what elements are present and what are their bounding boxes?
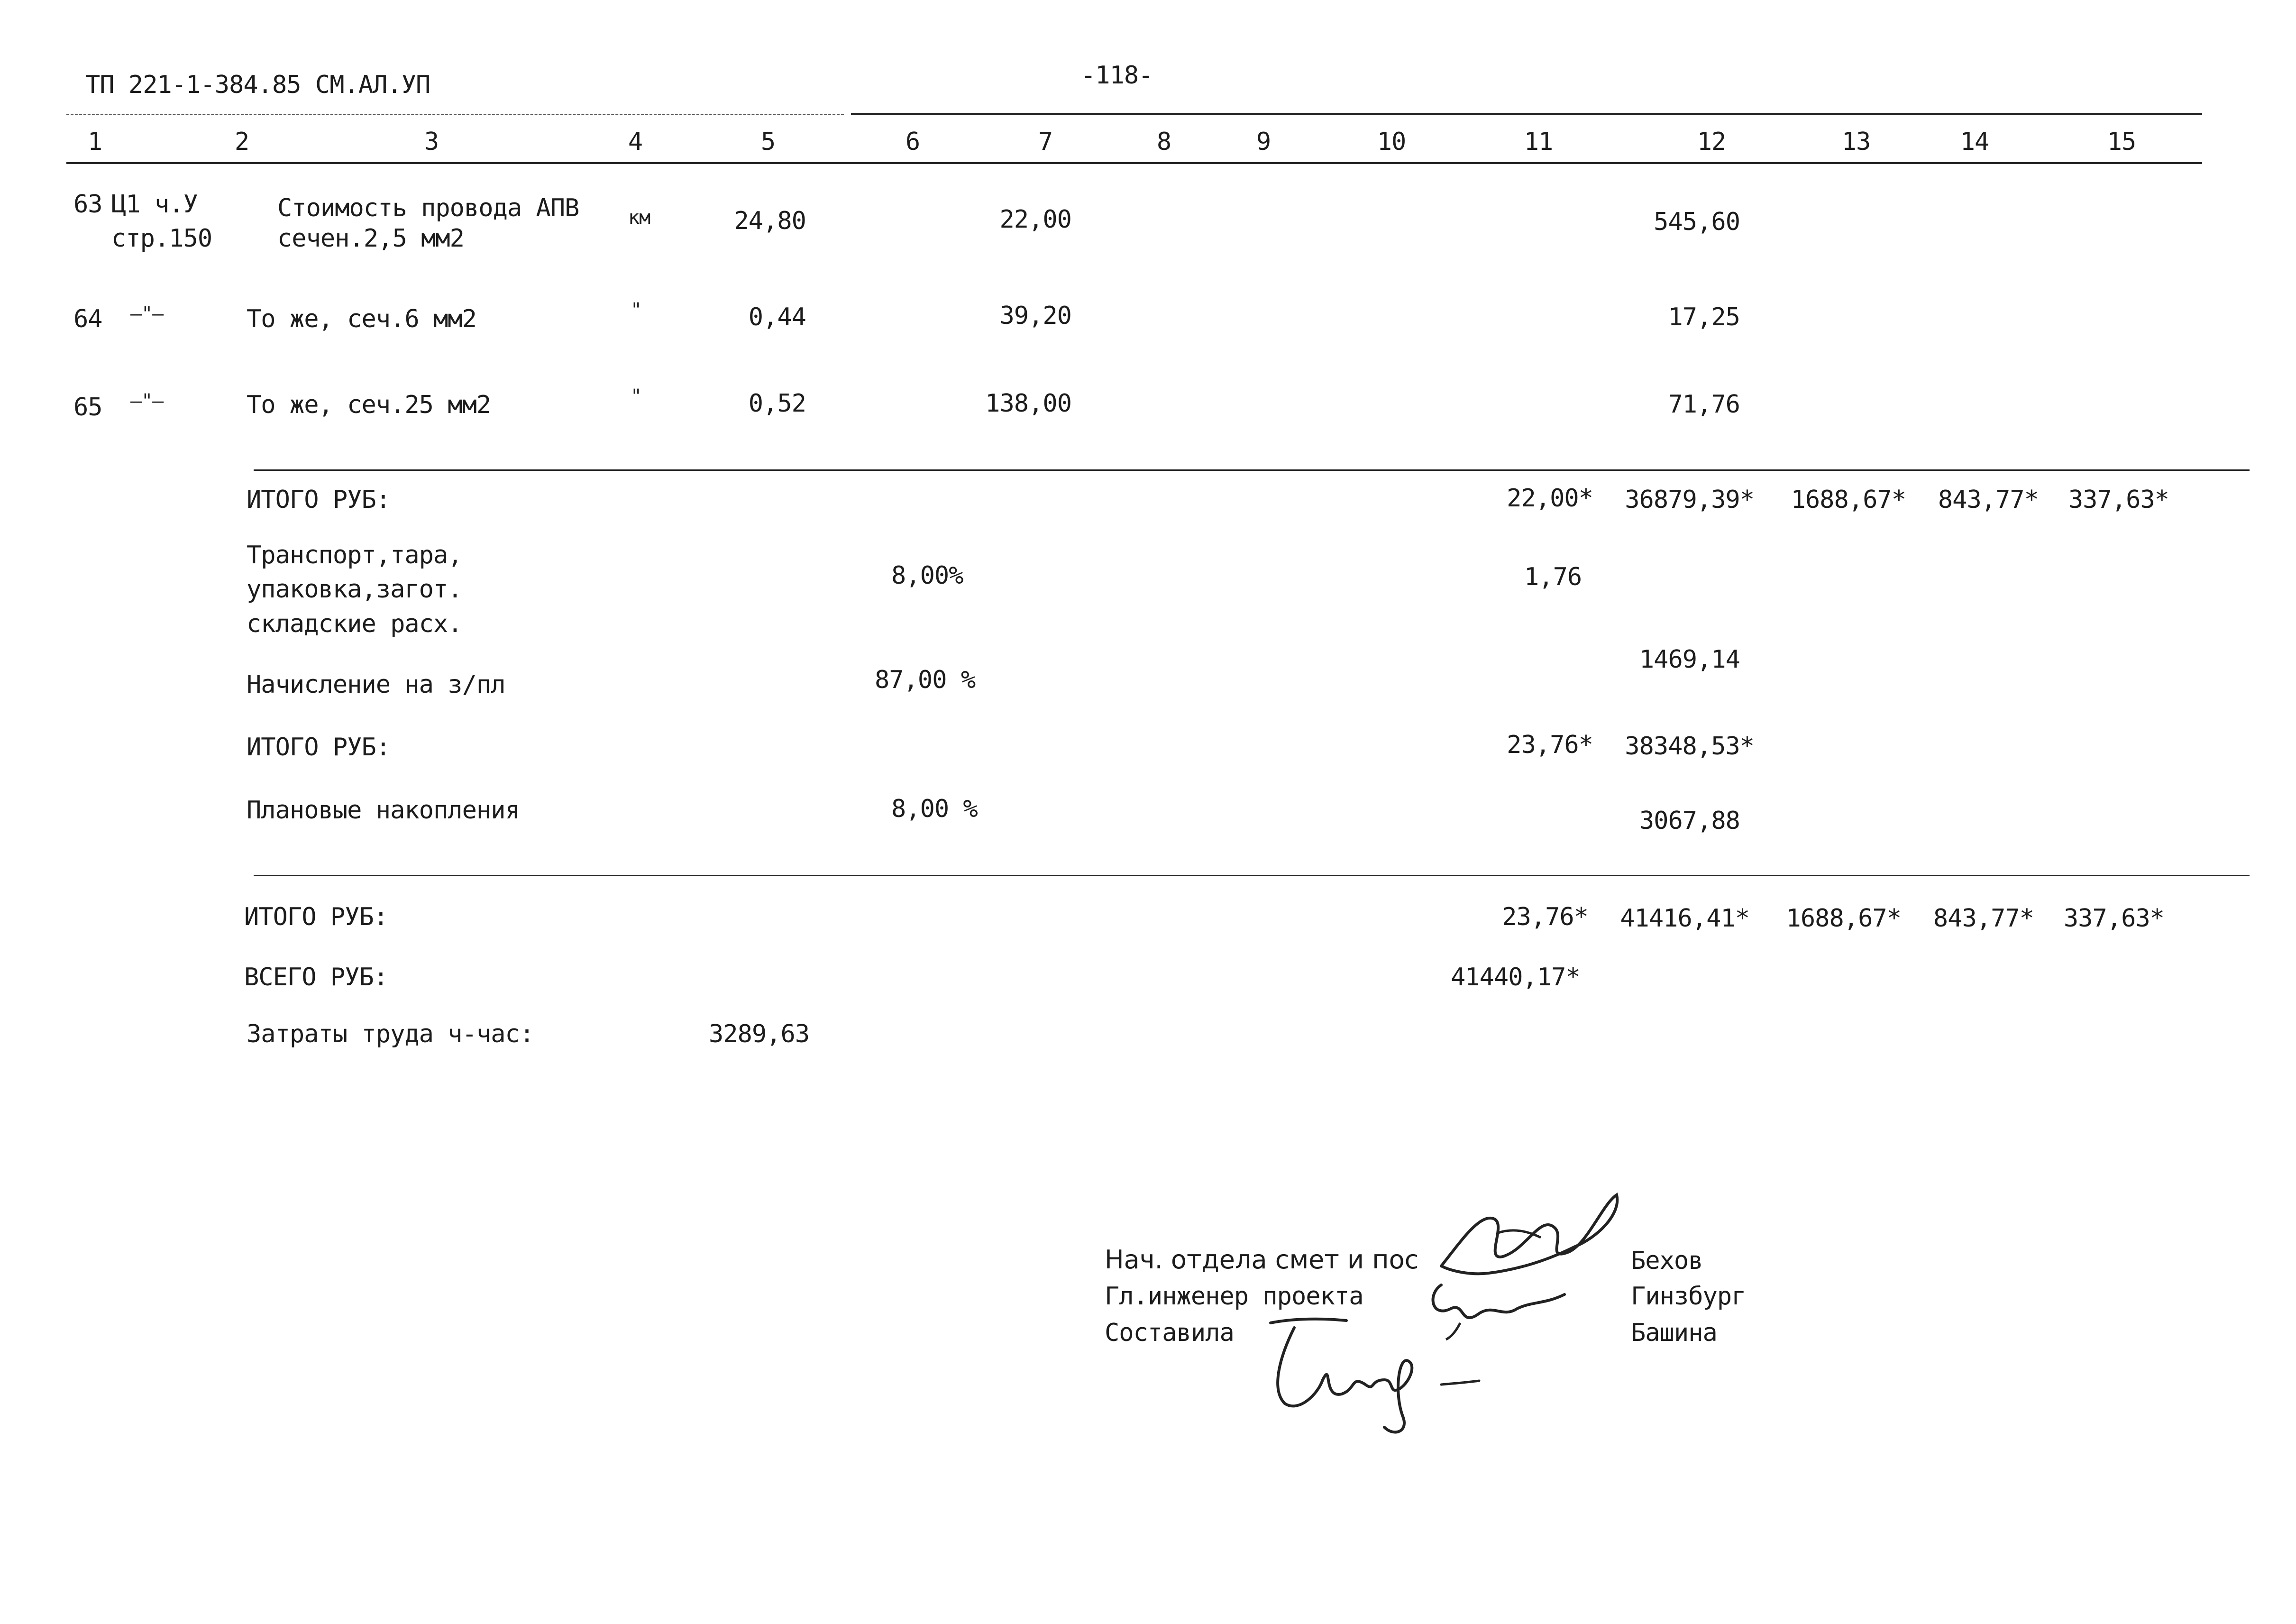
transport-percent: 8,00% [891,561,963,590]
column-header: 4 [628,128,643,156]
row-number: 63 [73,190,102,219]
itogo-col11: 23,76* [1502,903,1588,931]
column-header: 13 [1841,128,1871,156]
itogo-col15: 337,63* [2063,904,2164,933]
transport-label-line1: Транспорт,тара, [247,541,462,569]
column-header: 5 [760,128,776,156]
column-header: 10 [1377,128,1406,156]
signature-role: Составила [1105,1319,1234,1347]
itogo-col15: 337,63* [2068,486,2169,514]
column-header-rule [66,162,2202,164]
itogo-col13: 1688,67* [1791,486,1906,514]
column-header: 14 [1960,128,1989,156]
row-reference: —"— [130,303,164,325]
transport-label-line2: упаковка,загот. [247,575,462,604]
column-header: 7 [1038,128,1053,156]
vsego-label: ВСЕГО РУБ: [244,963,388,991]
column-header: 2 [234,128,249,156]
page-number: -118- [1081,61,1153,90]
itogo-col11: 23,76* [1507,731,1593,759]
plan-col12: 3067,88 [1639,807,1740,835]
signature-role: Гл.инженер проекта [1105,1282,1363,1311]
column-header: 1 [87,128,102,156]
row-quantity: 0,52 [748,389,806,418]
row-total: 545,60 [1654,208,1740,236]
row-unit-price: 22,00 [999,205,1071,234]
itogo-label: ИТОГО РУБ: [244,903,388,931]
nachislenie-label: Начисление на з/пл [247,670,505,699]
row-description: То же, сеч.25 мм2 [247,391,491,419]
header-rule-right [851,113,2202,115]
document-code: ТП 221-1-384.85 СМ.АЛ.УП [85,71,430,99]
row-reference: —"— [130,390,164,412]
transport-col11: 1,76 [1524,563,1582,591]
handwritten-signature-bekhov [1432,1185,1636,1290]
trud-value: 3289,63 [709,1020,810,1048]
row-unit-price: 138,00 [985,389,1071,418]
nachislenie-percent: 87,00 % [875,666,976,694]
column-header: 12 [1697,128,1726,156]
itogo-col11: 22,00* [1507,484,1593,513]
row-unit: км [628,207,650,229]
itogo-label: ИТОГО РУБ: [247,486,391,514]
row-number: 65 [73,393,102,422]
row-reference-line2: стр.150 [111,224,212,253]
signature-name: Гинзбург [1631,1282,1746,1311]
handwritten-signature-bashina [1252,1309,1498,1441]
column-header: 6 [905,128,920,156]
itogo-col14: 843,77* [1938,486,2039,514]
column-header: 11 [1524,128,1553,156]
transport-label-line3: складские расх. [247,610,462,638]
itogo-col14: 843,77* [1933,904,2034,933]
column-header: 3 [424,128,439,156]
column-header: 9 [1256,128,1271,156]
plan-percent: 8,00 % [891,795,978,823]
row-reference: Ц1 ч.У [111,190,198,219]
row-total: 71,76 [1668,390,1740,419]
trud-label: Затраты труда ч-час: [247,1020,534,1048]
row-total: 17,25 [1668,303,1740,331]
row-unit: " [631,385,642,407]
row-number: 64 [73,305,102,333]
signature-name: Башина [1631,1319,1717,1347]
signature-name: Бехов [1631,1247,1703,1275]
vsego-value: 41440,17* [1451,963,1580,991]
plan-label: Плановые накопления [247,796,520,825]
total-rule [254,875,2250,876]
itogo-col13: 1688,67* [1786,904,1901,933]
itogo-col12: 41416,41* [1620,904,1749,933]
column-header: 8 [1156,128,1171,156]
itogo-label: ИТОГО РУБ: [247,733,391,762]
itogo-col12: 36879,39* [1625,486,1754,514]
header-rule-left [66,114,844,115]
subtotal-rule [254,469,2250,471]
row-unit: " [631,299,642,321]
row-description: То же, сеч.6 мм2 [247,305,476,333]
itogo-col12: 38348,53* [1625,732,1754,761]
nachislenie-col12: 1469,14 [1639,645,1740,674]
row-description: Стоимость провода АПВ [277,194,579,222]
signature-role: Нач. отдела смет и пос [1105,1245,1419,1275]
column-header: 15 [2107,128,2136,156]
row-quantity: 0,44 [748,303,806,331]
row-description-line2: сечен.2,5 мм2 [277,224,464,253]
row-unit-price: 39,20 [999,302,1071,330]
row-quantity: 24,80 [734,207,806,235]
